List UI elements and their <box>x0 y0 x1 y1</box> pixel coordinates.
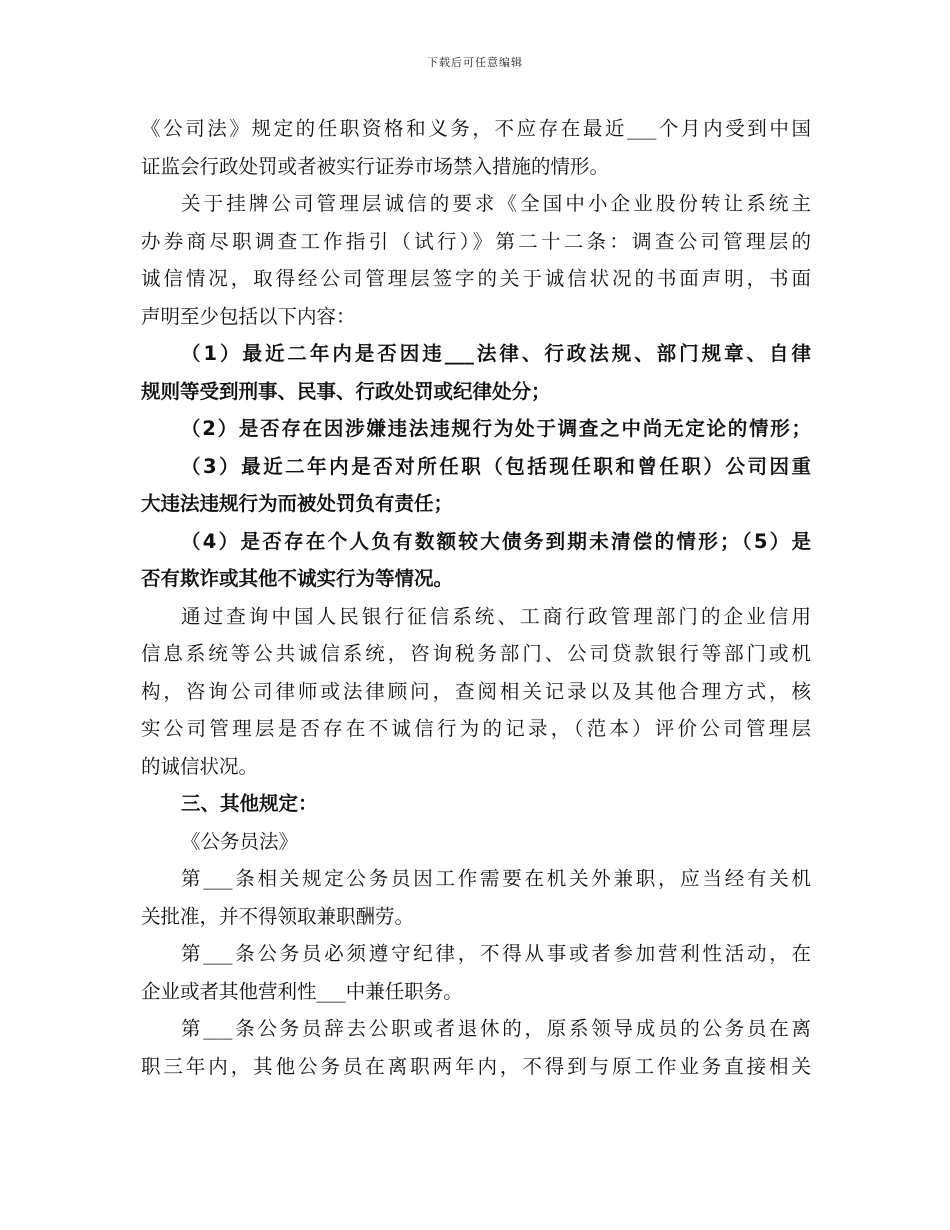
text-line: 第___条相关规定公务员因工作需要在机关外兼职，应当经有关机 <box>181 867 811 890</box>
list-item-line: 规则等受到刑事、民事、行政处罚或纪律处分； <box>141 379 551 403</box>
text-line: 职三年内，其他公务员在离职两年内，不得到与原工作业务直接相关 <box>141 1054 811 1078</box>
text-line: 诚信情况，取得经公司管理层签字的关于诚信状况的书面声明，书面 <box>141 267 811 290</box>
law-title: 《公务员法》 <box>181 829 299 853</box>
text-line: 《公司法》规定的任职资格和义务，不应存在最近___个月内受到中国 <box>141 117 811 140</box>
text-line: 关于挂牌公司管理层诚信的要求《全国中小企业股份转让系统主 <box>181 192 811 215</box>
list-item-line: 大违法违规行为而被处罚负有责任； <box>141 492 454 515</box>
list-item-line: 否有欺诈或其他不诚实行为等情况。 <box>141 567 454 590</box>
list-item-line: （1）最近二年内是否因违___法律、行政法规、部门规章、自律 <box>181 342 811 365</box>
text-line: 构，咨询公司律师或法律顾问，查阅相关记录以及其他合理方式，核 <box>141 679 811 703</box>
text-line: 声明至少包括以下内容： <box>141 304 356 328</box>
text-line: 实公司管理层是否存在不诚信行为的记录，（范本）评价公司管理层 <box>141 717 811 740</box>
list-item-line: （4）是否存在个人负有数额较大债务到期未清偿的情形；（5）是 <box>181 529 811 553</box>
text-line: 办券商尽职调查工作指引（试行）》第二十二条：调查公司管理层的 <box>141 229 811 253</box>
document-body <box>141 110 811 1085</box>
list-item-line: （3）最近二年内是否对所任职（包括现任职和曾任职）公司因重 <box>181 454 811 478</box>
list-item-line: （2）是否存在因涉嫌违法违规行为处于调查之中尚无定论的情形； <box>181 417 811 440</box>
text-line: 信息系统等公共诚信系统，咨询税务部门、公司贷款银行等部门或机 <box>141 642 811 665</box>
page-header: 下载后可任意编辑 <box>427 56 523 69</box>
text-line: 关批准，并不得领取兼职酬劳。 <box>141 904 415 928</box>
text-line: 通过查询中国人民银行征信系统、工商行政管理部门的企业信用 <box>181 604 811 628</box>
text-line: 企业或者其他营利性___中兼任职务。 <box>141 979 463 1003</box>
section-heading: 三、其他规定： <box>181 792 318 815</box>
text-line: 的诚信状况。 <box>141 754 259 778</box>
text-line: 第___条公务员必须遵守纪律，不得从事或者参加营利性活动，在 <box>181 942 811 965</box>
text-line: 证监会行政处罚或者被实行证券市场禁入措施的情形。 <box>141 154 610 178</box>
text-line: 第___条公务员辞去公职或者退休的，原系领导成员的公务员在离 <box>181 1017 811 1040</box>
